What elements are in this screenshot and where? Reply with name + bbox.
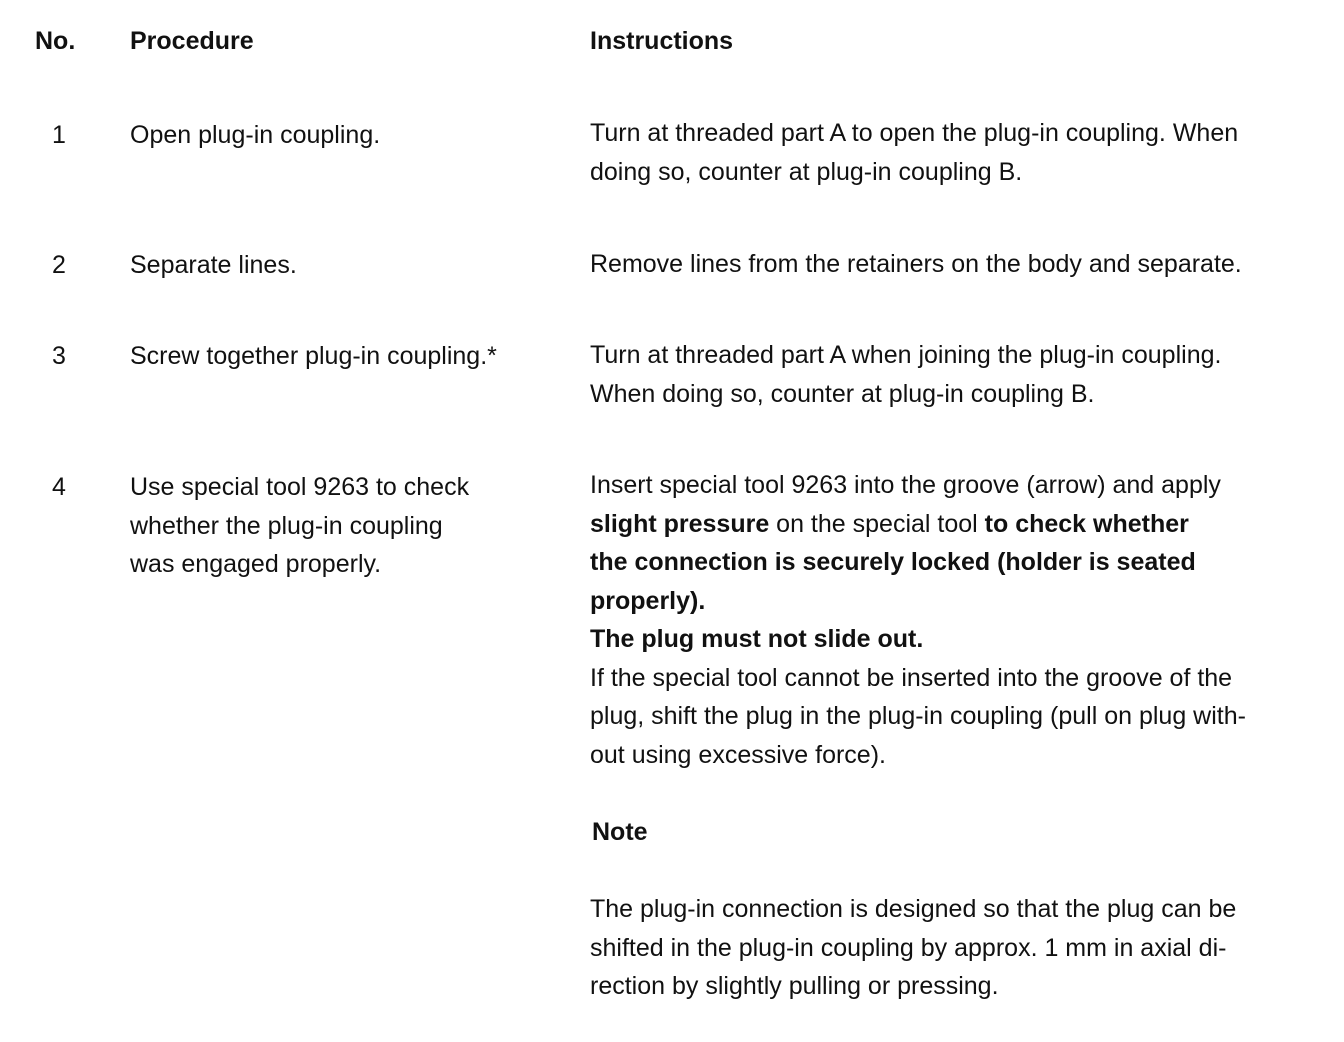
- column-header-instructions: Instructions: [590, 27, 734, 55]
- instruction-line: doing so, counter at plug-in coupling B.: [590, 157, 1023, 186]
- step-number: 1: [52, 121, 66, 149]
- emphasis-text: properly).: [590, 586, 706, 615]
- procedure-text: [130, 468, 469, 584]
- instruction-line: plug, shift the plug in the plug-in coupling (pull on plug with-: [590, 702, 1246, 730]
- instruction-line: Insert special tool 9263 into the groove (arrow) and apply: [590, 471, 1221, 499]
- procedure-text: Open plug-in coupling.: [130, 121, 381, 149]
- note-line: The plug-in connection is designed so that the plug can be: [590, 895, 1237, 923]
- instruction-line: When doing so, counter at plug-in coupling B.: [590, 379, 1095, 408]
- instruction-line: [590, 505, 1246, 544]
- step-number: 2: [52, 251, 66, 279]
- instruction-text: [590, 336, 1221, 413]
- column-header-procedure: Procedure: [130, 27, 254, 55]
- instruction-text: [590, 466, 1246, 774]
- warning-line: [590, 620, 1246, 659]
- warning-text: The plug must not slide out.: [590, 625, 924, 653]
- emphasis-text: slight pressure: [590, 509, 770, 538]
- procedure-text: Separate lines.: [130, 251, 297, 279]
- note-line: shifted in the plug-in coupling by approx. 1 mm in axial di-: [590, 933, 1227, 962]
- note-heading: Note: [592, 818, 648, 846]
- instruction-fragment: on the special tool: [769, 509, 985, 538]
- instruction-line: [590, 582, 1246, 621]
- emphasis-text: the connection is securely locked (holder is seated: [590, 548, 1196, 576]
- instruction-line: Turn at threaded part A to open the plug-in coupling. When: [590, 119, 1239, 147]
- instruction-text: Remove lines from the retainers on the body and separate.: [590, 250, 1242, 278]
- procedure-line: Use special tool 9263 to check: [130, 473, 470, 501]
- procedure-line: was engaged properly.: [130, 550, 382, 578]
- step-number: 3: [52, 342, 66, 370]
- instruction-text: [590, 114, 1238, 191]
- emphasis-text: to check whether: [984, 509, 1189, 538]
- column-header-no: No.: [35, 27, 76, 55]
- step-number: 4: [52, 473, 66, 501]
- procedure-text: Screw together plug-in coupling.*: [130, 342, 497, 370]
- note-line: rection by slightly pulling or pressing.: [590, 972, 999, 1000]
- instruction-line: If the special tool cannot be inserted into the groove of the: [590, 663, 1233, 692]
- procedure-line: whether the plug-in coupling: [130, 511, 443, 540]
- instruction-line: [590, 543, 1246, 582]
- instruction-line: out using excessive force).: [590, 740, 886, 769]
- instruction-line: Turn at threaded part A when joining the plug-in coupling.: [590, 341, 1222, 369]
- note-body: [590, 890, 1236, 1006]
